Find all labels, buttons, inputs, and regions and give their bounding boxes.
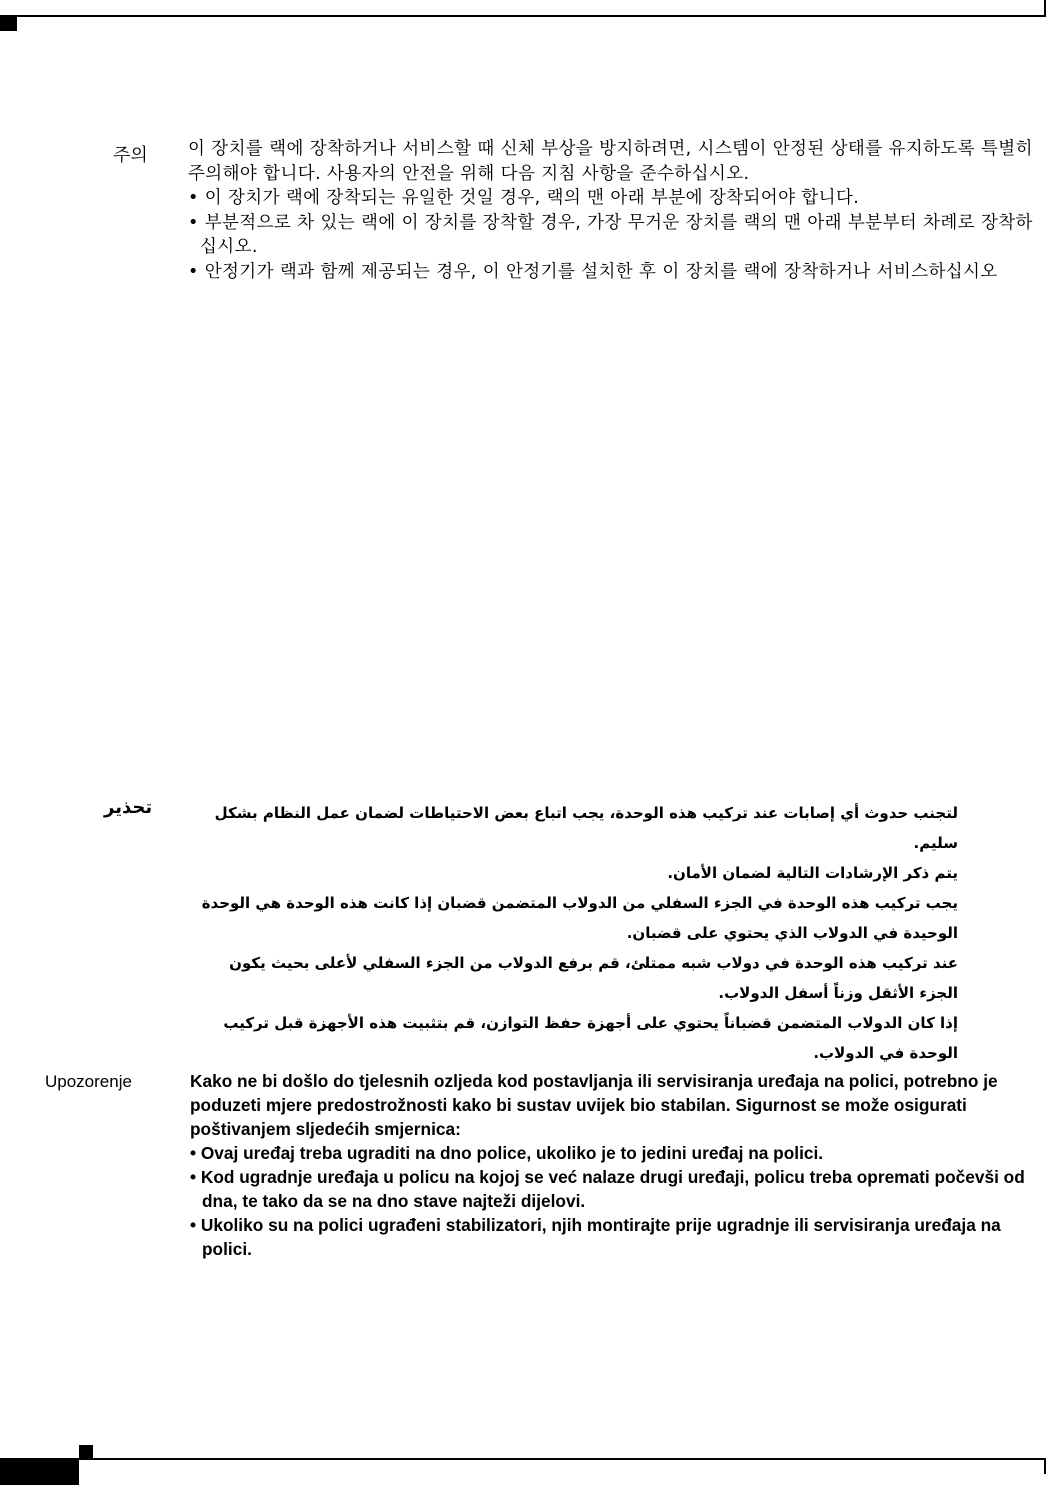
warning-text-croatian xyxy=(190,1069,1025,1261)
list-item: عند تركيب هذه الوحدة في دولاب شبه ممتلئ، قم برفع الدولاب من الجزء السفلي لأعلى بحيث يكون الجزء الأثقل وزناً أسفل الدولاب. xyxy=(229,954,958,1002)
footer-crop-mark xyxy=(1044,1458,1046,1474)
warning-label-arabic: تحذير xyxy=(104,797,153,818)
list-item: • 안정기가 랙과 함께 제공되는 경우, 이 안정기를 설치한 후 이 장치를 랙에 장착하거나 서비스하십시오 xyxy=(188,260,1033,285)
warning-intro-korean: 이 장치를 랙에 장착하거나 서비스할 때 신체 부상을 방지하려면, 시스템이 안정된 상태를 유지하도록 특별히 주의해야 합니다. 사용자의 안전을 위해 다음 지침 사항을 준수하십시오. xyxy=(188,139,1033,184)
header-crop-mark xyxy=(1044,0,1046,17)
header-rule xyxy=(0,15,1046,17)
footer-page-tab xyxy=(0,1460,79,1485)
warning-label-korean: 주의 xyxy=(113,145,148,166)
warning-list-korean xyxy=(188,186,1033,284)
warning-intro-croatian: Kako ne bi došlo do tjelesnih ozljeda kod postavljanja ili servisiranja uređaja na polici, potrebno je poduzeti mjere predostrožnosti kako bi sustav uvijek bio stabilan. Sigurnost se može osigurati poštivanjem sljedećih smjernica: xyxy=(190,1071,998,1139)
warning-intro2-arabic: يتم ذكر الإرشادات التالية لضمان الأمان. xyxy=(667,864,958,882)
footer-corner-block xyxy=(79,1445,93,1458)
list-item: • 이 장치가 랙에 장착되는 유일한 것일 경우, 랙의 맨 아래 부분에 장착되어야 합니다. xyxy=(188,186,1033,211)
warning-label-croatian: Upozorenje xyxy=(45,1072,132,1091)
footer-rule xyxy=(0,1458,1046,1460)
warning-list-croatian xyxy=(190,1141,1025,1261)
header-corner-block xyxy=(0,17,17,31)
list-item: • Ukoliko su na polici ugrađeni stabilizatori, njih montirajte prije ugradnje ili servisiranja uređaja na polici. xyxy=(190,1213,1025,1261)
list-item: • 부분적으로 차 있는 랙에 이 장치를 장착할 경우, 가장 무거운 장치를 랙의 맨 아래 부분부터 차례로 장착하십시오. xyxy=(188,211,1033,260)
list-item: • Kod ugradnje uređaja u policu na kojoj se već nalaze drugi uređaji, policu treba opremati počevši od dna, te tako da se na dno stave najteži dijelovi. xyxy=(190,1165,1025,1213)
list-item: إذا كان الدولاب المتضمن قضباناً يحتوي على أجهزة حفظ التوازن، قم بتثبيت هذه الأجهزة قبل تركيب الوحدة في الدولاب. xyxy=(223,1014,958,1062)
warning-text-korean xyxy=(188,137,1033,284)
list-item: يجب تركيب هذه الوحدة في الجزء السفلي من الدولاب المتضمن قضبان إذا كانت هذه الوحدة هي الوحدة الوحيدة في الدولاب الذي يحتوي على قضبان. xyxy=(201,894,958,942)
warning-text-arabic xyxy=(190,798,958,1068)
warning-intro-arabic: لتجنب حدوث أي إصابات عند تركيب هذه الوحدة، يجب اتباع بعض الاحتياطات لضمان عمل النظام بشكل سليم. xyxy=(214,804,958,852)
list-item: • Ovaj uređaj treba ugraditi na dno police, ukoliko je to jedini uređaj na polici. xyxy=(190,1141,1025,1165)
